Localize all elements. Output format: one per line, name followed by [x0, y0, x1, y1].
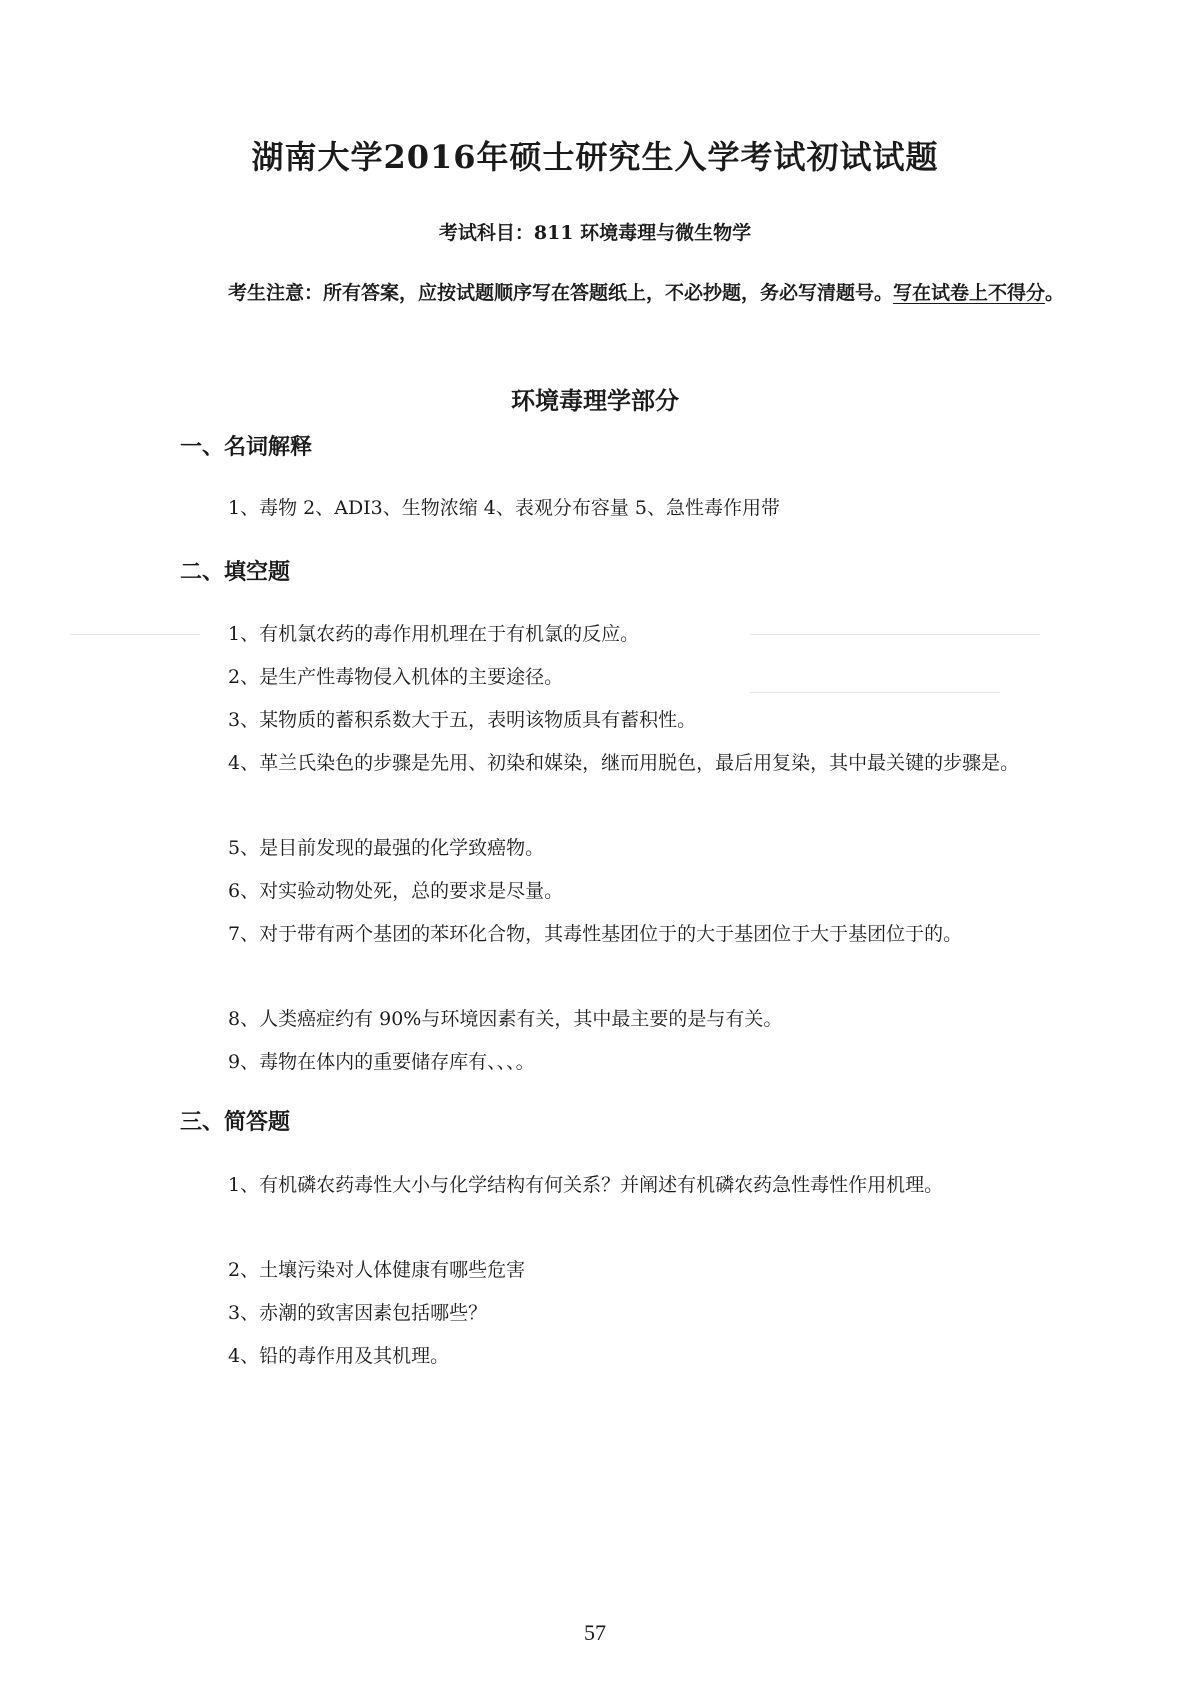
exam-notice — [180, 270, 1070, 316]
short-answer-item-3: 3、赤潮的致害因素包括哪些？ — [228, 1302, 488, 1324]
exam-title: 湖南大学2016年硕士研究生入学考试初试试题 — [251, 138, 939, 176]
fill-in-item-8: 8、人类癌症约有 90%与环境因素有关，其中最主要的是与有关。 — [228, 1008, 783, 1030]
short-answer-item-4: 4、铅的毒作用及其机理。 — [228, 1345, 450, 1367]
exam-subject: 考试科目：811 环境毒理与微生物学 — [438, 222, 752, 244]
notice-end: 。 — [1045, 282, 1065, 304]
page-number: 57 — [584, 1620, 606, 1645]
section-heading-definitions: 一、名词解释 — [180, 434, 313, 460]
fill-in-item-4: 4、革兰氏染色的步骤是先用、初染和媒染，继而用脱色，最后用复染，其中最关键的步骤是。 — [228, 752, 1020, 774]
fill-in-item-3: 3、某物质的蓄积系数大于五，表明该物质具有蓄积性。 — [228, 709, 697, 731]
short-answer-item-1: 1、有机磷农药毒性大小与化学结构有何关系？并阐述有机磷农药急性毒性作用机理。 — [228, 1174, 944, 1196]
definitions-item: 1、毒物 2、ADI3、生物浓缩 4、表观分布容量 5、急性毒作用带 — [228, 497, 781, 519]
notice-underlined-text: 写在试卷上不得分 — [893, 282, 1046, 304]
fill-in-item-2: 2、是生产性毒物侵入机体的主要途径。 — [228, 666, 564, 688]
short-answer-item-2: 2、土壤污染对人体健康有哪些危害 — [228, 1259, 526, 1281]
section-heading-short-answer: 三、简答题 — [180, 1109, 291, 1135]
fill-in-item-6: 6、对实验动物处死，总的要求是尽量。 — [228, 880, 564, 902]
fill-in-item-5: 5、是目前发现的最强的化学致癌物。 — [228, 837, 545, 859]
fill-in-item-9: 9、毒物在体内的重要储存库有、、、。 — [228, 1051, 535, 1073]
section-heading-fill-in: 二、填空题 — [180, 559, 291, 585]
part-title: 环境毒理学部分 — [511, 386, 679, 415]
fill-in-item-7: 7、对于带有两个基团的苯环化合物，其毒性基团位于的大于基团位于大于基团位于的。 — [228, 923, 963, 945]
notice-text: 考生注意：所有答案，应按试题顺序写在答题纸上，不必抄题，务必写清题号。 — [228, 282, 894, 304]
fill-in-item-1: 1、有机氯农药的毒作用机理在于有机氯的反应。 — [228, 623, 640, 645]
